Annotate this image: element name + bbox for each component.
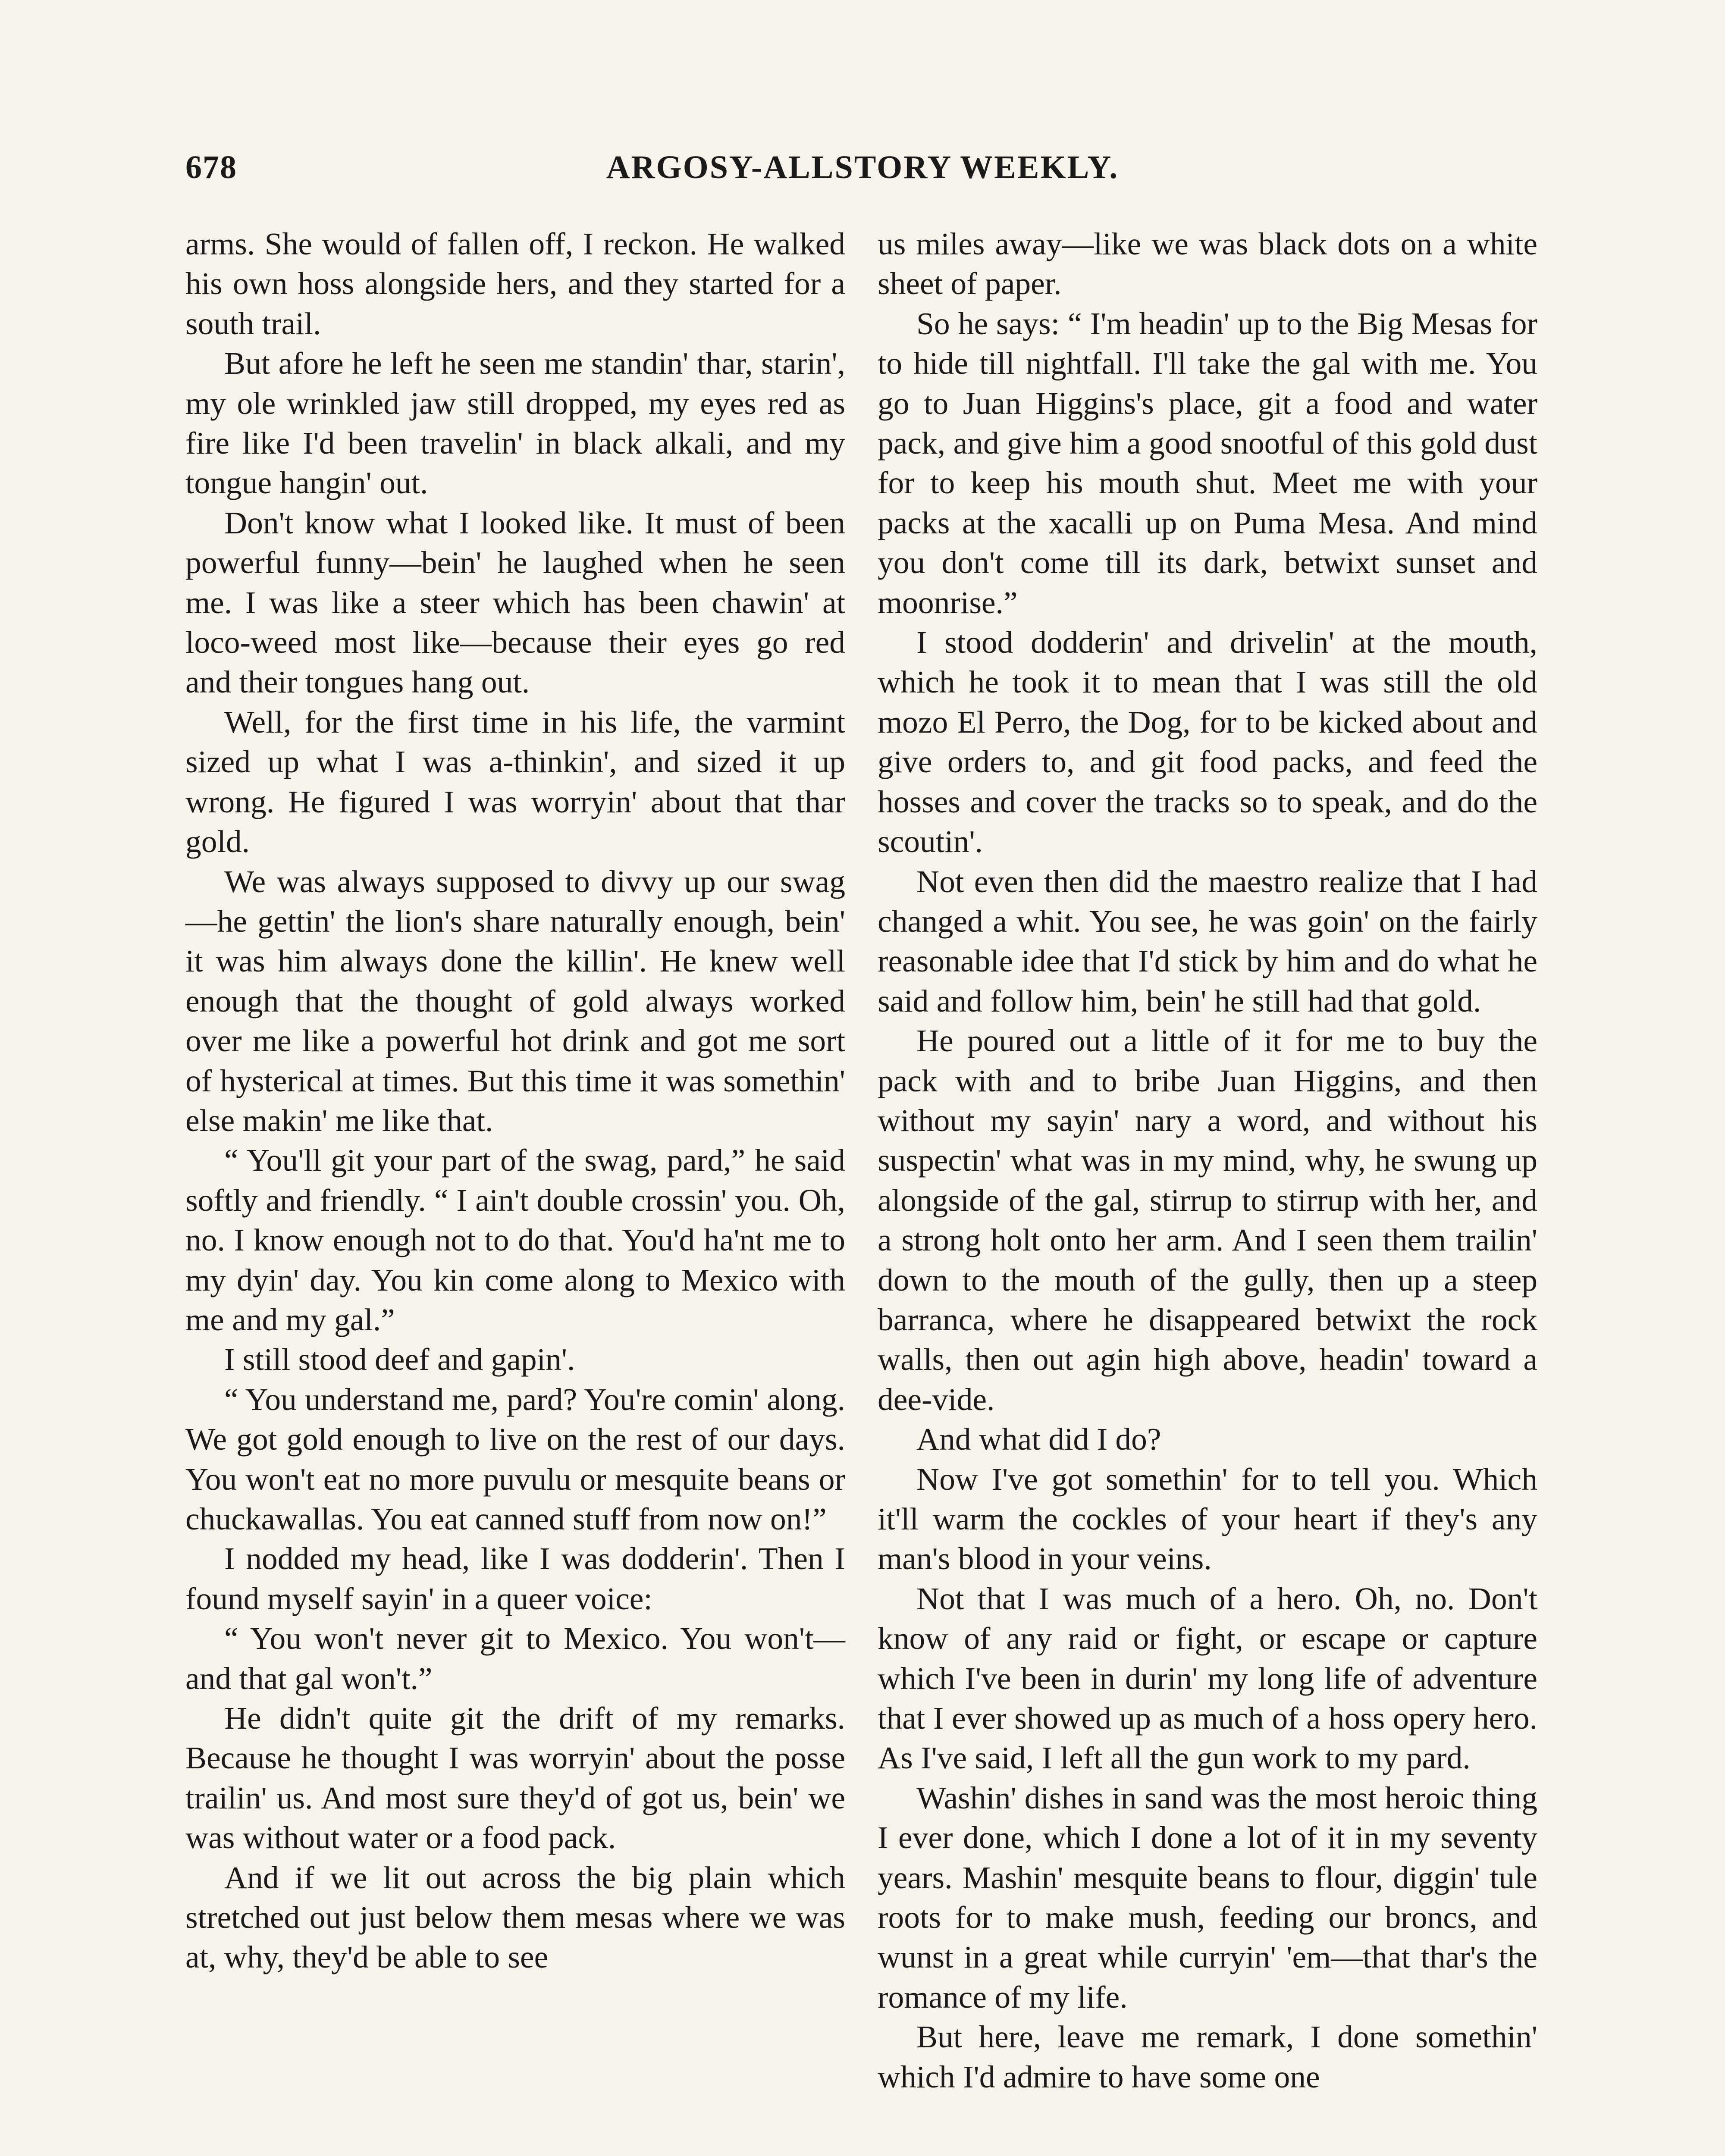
paragraph: But here, leave me remark, I done somethin' which I'd admire to have some one (878, 2019, 1537, 2094)
paragraph: “ You understand me, pard? You're comin' along. We got gold enough to live on the rest of our days. You won't eat no more puvulu or mesquite beans or chuckawallas. You eat canned stuff from now on!” (185, 1382, 845, 1536)
paragraph: Well, for the first time in his life, the varmint sized up what I was a-thinkin', and sized it up wrong. He figured I was worryin' about that thar gold. (185, 704, 845, 859)
paragraph: Washin' dishes in sand was the most heroic thing I ever done, which I done a lot of it in my seventy years. Mashin' mesquite beans to flour, diggin' tule roots for to make mush, feeding our broncs, and wunst in a great while curryin' 'em—that thar's the romance of my life. (878, 1780, 1537, 2015)
paragraph: But afore he left he seen me standin' thar, starin', my ole wrinkled jaw still dropped, my eyes red as fire like I'd been travelin' in black alkali, and my tongue hangin' out. (185, 346, 845, 501)
paragraph: He poured out a little of it for me to buy the pack with and to bribe Juan Higgins, and then without my sayin' nary a word, and without his suspectin' what was in my mind, why, he swung up alongside of the gal, stirrup to stirrup with her, and a strong holt onto her arm. And I seen them trailin' down to the mouth of the gully, then up a steep barranca, where he disappeared betwixt the rock walls, then out agin high above, headin' toward a dee-vide. (878, 1023, 1537, 1417)
paragraph: I still stood deef and gapin'. (224, 1342, 575, 1377)
right-column (878, 224, 1537, 2097)
paragraph: arms. She would of fallen off, I reckon. He walked his own hoss alongside hers, and they started for a south trail. (185, 226, 845, 341)
paragraph: And what did I do? (916, 1422, 1161, 1457)
running-head-title: ARGOSY-ALLSTORY WEEKLY. (606, 149, 1119, 185)
left-column (185, 224, 845, 1977)
paragraph: I nodded my head, like I was dodderin'. Then I found myself sayin' in a queer voice: (185, 1541, 845, 1616)
paragraph: us miles away—like we was black dots on a white sheet of paper. (878, 226, 1537, 301)
paragraph: I stood dodderin' and drivelin' at the mouth, which he took it to mean that I was still the old mozo El Perro, the Dog, for to be kicked about and give orders to, and git food packs, and feed the hosses and cover the tracks so to speak, and do the scoutin'. (878, 625, 1537, 859)
paragraph: Don't know what I looked like. It must of been powerful funny—bein' he laughed when he seen me. I was like a steer which has been chawin' at loco-weed most like—because their eyes go red and their tongues hang out. (185, 505, 845, 700)
paragraph: Not that I was much of a hero. Oh, no. Don't know of any raid or fight, or escape or capture which I've been in durin' my long life of adventure that I ever showed up as much of a hoss opery hero. As I've said, I left all the gun work to my pard. (878, 1581, 1537, 1776)
page-number: 678 (185, 149, 237, 185)
paragraph: Not even then did the maestro realize that I had changed a whit. You see, he was goin' on the fairly reasonable idee that I'd stick by him and do what he said and follow him, bein' he still had that gold. (878, 864, 1537, 1018)
paragraph: And if we lit out across the big plain which stretched out just below them mesas where we was at, why, they'd be able to see (185, 1860, 845, 1975)
paragraph: So he says: “ I'm headin' up to the Big Mesas for to hide till nightfall. I'll take the gal with me. You go to Juan Higgins's place, git a food and water pack, and give him a good snootful of this gold dust for to keep his mouth shut. Meet me with your packs at the xacalli up on Puma Mesa. And mind you don't come till its dark, betwixt sunset and moonrise.” (878, 306, 1537, 620)
paragraph: He didn't quite git the drift of my remarks. Because he thought I was worryin' about the posse trailin' us. And most sure they'd of got us, bein' we was without water or a food pack. (185, 1701, 845, 1855)
paragraph: We was always supposed to divvy up our swag—he gettin' the lion's share naturally enough, bein' it was him always done the killin'. He knew well enough that the thought of gold always worked over me like a powerful hot drink and got me sort of hysterical at times. But this time it was somethin' else makin' me like that. (185, 864, 845, 1138)
paragraph: “ You won't never git to Mexico. You won't—and that gal won't.” (185, 1621, 845, 1696)
paragraph: Now I've got somethin' for to tell you. Which it'll warm the cockles of your heart if they's any man's blood in your veins. (878, 1461, 1537, 1576)
paragraph: “ You'll git your part of the swag, pard,” he said softly and friendly. “ I ain't double crossin' you. Oh, no. I know enough not to do that. You'd ha'nt me to my dyin' day. You kin come along to Mexico with me and my gal.” (185, 1143, 845, 1337)
